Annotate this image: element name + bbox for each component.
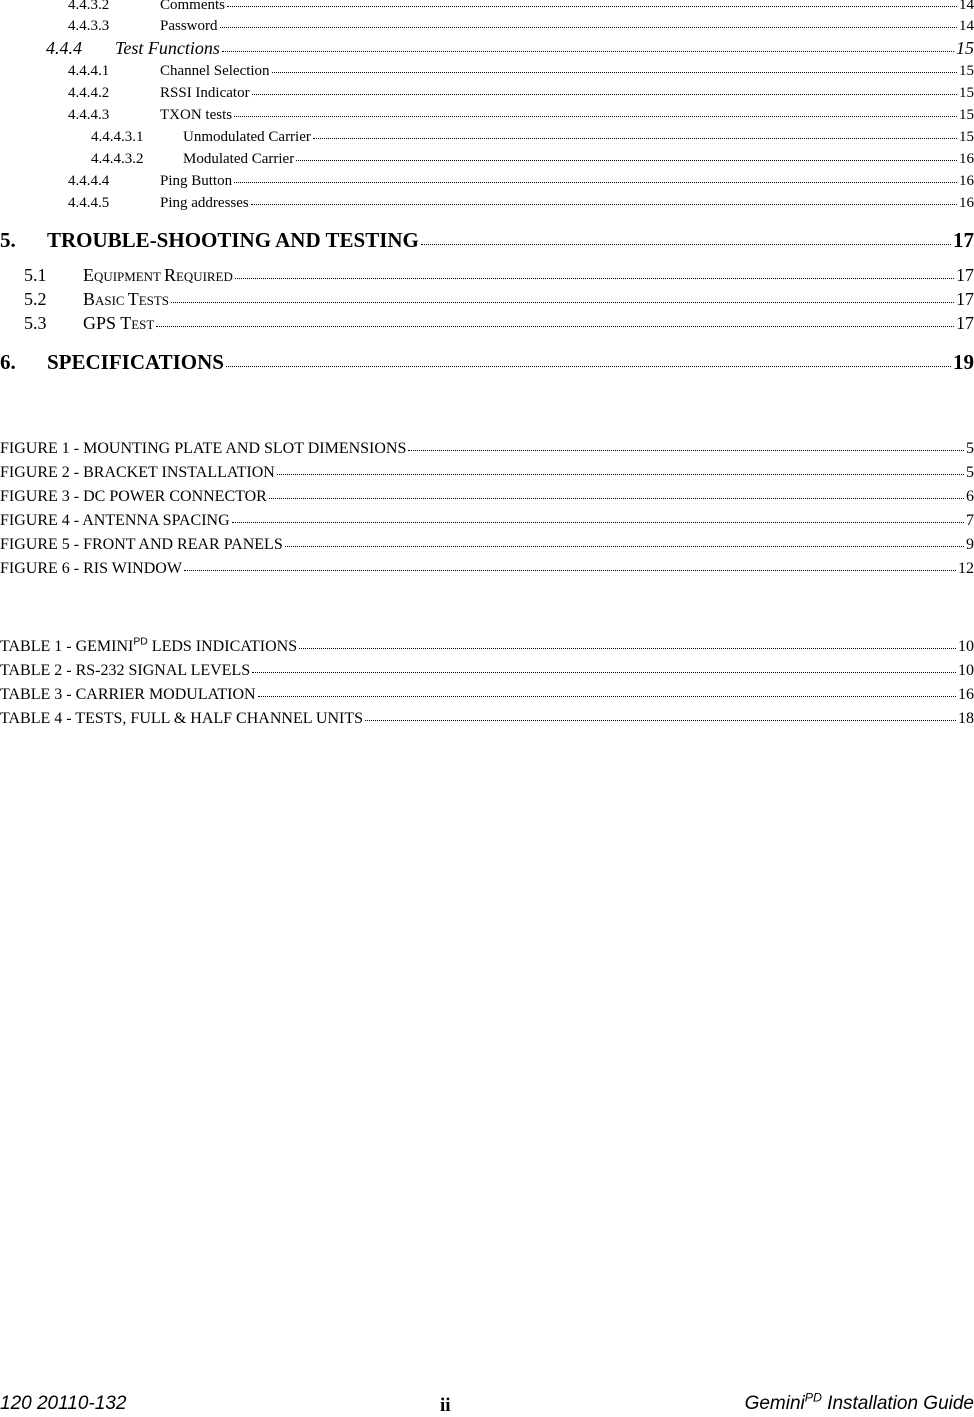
figure-entry-6[interactable] [0, 560, 974, 578]
toc-entry-4-4-4-3-2[interactable] [91, 151, 974, 168]
toc-entry-number: 4.4.4.3.1 [91, 129, 144, 145]
figure-entry-5[interactable] [0, 536, 974, 554]
table-entry-title: TABLE 4 - TESTS, FULL & HALF CHANNEL UNITS [0, 710, 364, 727]
toc-entry-4-4-4-3[interactable] [68, 107, 974, 124]
toc-entry-number: 5. [0, 228, 16, 252]
dot-leader [299, 648, 956, 649]
toc-entry-5-3[interactable] [24, 313, 974, 334]
toc-entry-4-4-4-3-1[interactable] [91, 129, 974, 146]
toc-entry-4-4-4[interactable] [46, 38, 974, 59]
toc-entry-page: 16 [959, 151, 974, 167]
toc-entry-page: 17 [956, 313, 974, 333]
dot-leader [365, 720, 956, 721]
dot-leader [156, 326, 954, 327]
toc-entry-number: 5.1 [24, 265, 47, 285]
toc-entry-4-4-4-1[interactable] [68, 63, 974, 80]
toc-entry-page: 15 [959, 129, 974, 145]
figure-entry-page: 9 [966, 536, 974, 553]
dot-leader [227, 6, 957, 7]
dot-leader [258, 696, 956, 697]
toc-entry-title: Channel Selection [160, 63, 270, 79]
toc-entry-title: GPS TEST [83, 313, 155, 333]
toc-entry-page: 14 [959, 0, 974, 13]
toc-entry-5[interactable] [0, 228, 974, 253]
toc-entry-page: 15 [956, 38, 974, 58]
dot-leader [285, 546, 964, 547]
toc-entry-title: TXON tests [160, 107, 233, 123]
toc-entry-title: SPECIFICATIONS [47, 350, 224, 374]
dot-leader [296, 160, 957, 161]
table-entry-1[interactable] [0, 638, 974, 656]
toc-entry-6[interactable] [0, 350, 974, 375]
toc-entry-title: Modulated Carrier [183, 151, 295, 167]
dot-leader [220, 27, 957, 28]
toc-entry-page: 17 [956, 265, 974, 285]
footer-guide-title: Gemini$^{PD}$ Installation Guide [744, 1390, 974, 1414]
toc-entry-4-4-3-3[interactable] [68, 18, 974, 35]
dot-leader [222, 51, 954, 52]
toc-entry-5-2[interactable] [24, 289, 974, 310]
toc-entry-number: 4.4.4.2 [68, 85, 110, 101]
footer-page-number: ii [440, 1395, 451, 1416]
dot-leader [234, 182, 957, 183]
toc-entry-number: 5.2 [24, 289, 47, 309]
figure-entry-page: 5 [966, 440, 974, 457]
table-entry-title: TABLE 3 - CARRIER MODULATION [0, 686, 256, 703]
figure-entry-4[interactable] [0, 512, 974, 530]
toc-entry-page: 17 [953, 228, 974, 252]
table-entry-page: 16 [958, 686, 974, 703]
toc-entry-title: Test Functions [115, 38, 220, 58]
figure-entry-title: FIGURE 2 - BRACKET INSTALLATION [0, 464, 275, 481]
toc-entry-page: 15 [959, 85, 974, 101]
figure-entry-1[interactable] [0, 440, 974, 458]
toc-entry-title: Ping addresses [160, 195, 249, 211]
toc-entry-page: 14 [959, 18, 974, 34]
toc-entry-4-4-4-4[interactable] [68, 173, 974, 190]
table-entry-page: 18 [958, 710, 974, 727]
toc-entry-title: Password [160, 18, 218, 34]
toc-entry-number: 4.4.4.1 [68, 63, 110, 79]
table-entry-title: TABLE $1 - GEMINI^{PD}$ LEDS INDICATIONS [0, 636, 298, 655]
dot-leader [226, 366, 951, 367]
dot-leader [408, 450, 964, 451]
dot-leader [171, 302, 954, 303]
toc-entry-4-4-4-5[interactable] [68, 195, 974, 212]
toc-entry-title: TROUBLE-SHOOTING AND TESTING [47, 228, 419, 252]
toc-entry-title: Unmodulated Carrier [183, 129, 311, 145]
toc-entry-number: 4.4.4.5 [68, 195, 110, 211]
figure-entry-title: FIGURE 5 - FRONT AND REAR PANELS [0, 536, 283, 553]
toc-entry-number: 4.4.4.4 [68, 173, 110, 189]
dot-leader [235, 278, 954, 279]
figure-entry-page: 6 [966, 488, 974, 505]
toc-entry-number: 4.4.3.3 [68, 18, 110, 34]
toc-entry-number: 4.4.4.3 [68, 107, 110, 123]
toc-entry-5-1[interactable] [24, 265, 974, 286]
toc-entry-title: EQUIPMENT REQUIRED [83, 265, 233, 285]
toc-entry-title: Ping Button [160, 173, 233, 189]
toc-entry-page: 15 [959, 63, 974, 79]
toc-entry-4-4-4-2[interactable] [68, 85, 974, 102]
figure-entry-page: 7 [966, 512, 974, 529]
table-entry-4[interactable] [0, 710, 974, 728]
dot-leader [184, 570, 956, 571]
footer-doc-number: 120 20110-132 [0, 1393, 127, 1414]
table-entry-2[interactable] [0, 662, 974, 680]
dot-leader [277, 474, 964, 475]
toc-entry-number: 4.4.4.3.2 [91, 151, 144, 167]
toc-entry-number: 4.4.3.2 [68, 0, 110, 13]
toc-entry-page: 15 [959, 107, 974, 123]
table-entry-3[interactable] [0, 686, 974, 704]
toc-entry-number: 4.4.4 [46, 38, 82, 58]
toc-entry-page: 16 [959, 173, 974, 189]
table-entry-page: 10 [958, 638, 974, 655]
table-entry-page: 10 [958, 662, 974, 679]
figure-entry-title: FIGURE 6 - RIS WINDOW [0, 560, 182, 577]
toc-entry-4-4-3-2[interactable] [68, 0, 974, 14]
toc-entry-title: RSSI Indicator [160, 85, 250, 101]
toc-entry-page: 17 [956, 289, 974, 309]
dot-leader [234, 116, 957, 117]
figure-entry-page: 12 [958, 560, 974, 577]
dot-leader [251, 204, 957, 205]
dot-leader [421, 244, 951, 245]
figure-entry-page: 5 [966, 464, 974, 481]
figure-entry-title: FIGURE 1 - MOUNTING PLATE AND SLOT DIMENSIONS [0, 440, 407, 457]
figure-entry-title: FIGURE 4 - ANTENNA SPACING [0, 512, 230, 529]
dot-leader [269, 498, 964, 499]
figure-entry-3[interactable] [0, 488, 974, 506]
figure-entry-title: FIGURE 3 - DC POWER CONNECTOR [0, 488, 267, 505]
dot-leader [272, 72, 957, 73]
toc-entry-title: Comments [160, 0, 226, 13]
toc-entry-number: 6. [0, 350, 16, 374]
dot-leader [252, 672, 956, 673]
dot-leader [232, 522, 964, 523]
dot-leader [313, 138, 957, 139]
table-entry-title: TABLE 2 - RS-232 SIGNAL LEVELS [0, 662, 251, 679]
figure-entry-2[interactable] [0, 464, 974, 482]
toc-entry-number: 5.3 [24, 313, 47, 333]
dot-leader [252, 94, 957, 95]
toc-entry-title: BASIC TESTS [83, 289, 169, 309]
toc-entry-page: 16 [959, 195, 974, 211]
toc-entry-page: 19 [953, 350, 974, 374]
